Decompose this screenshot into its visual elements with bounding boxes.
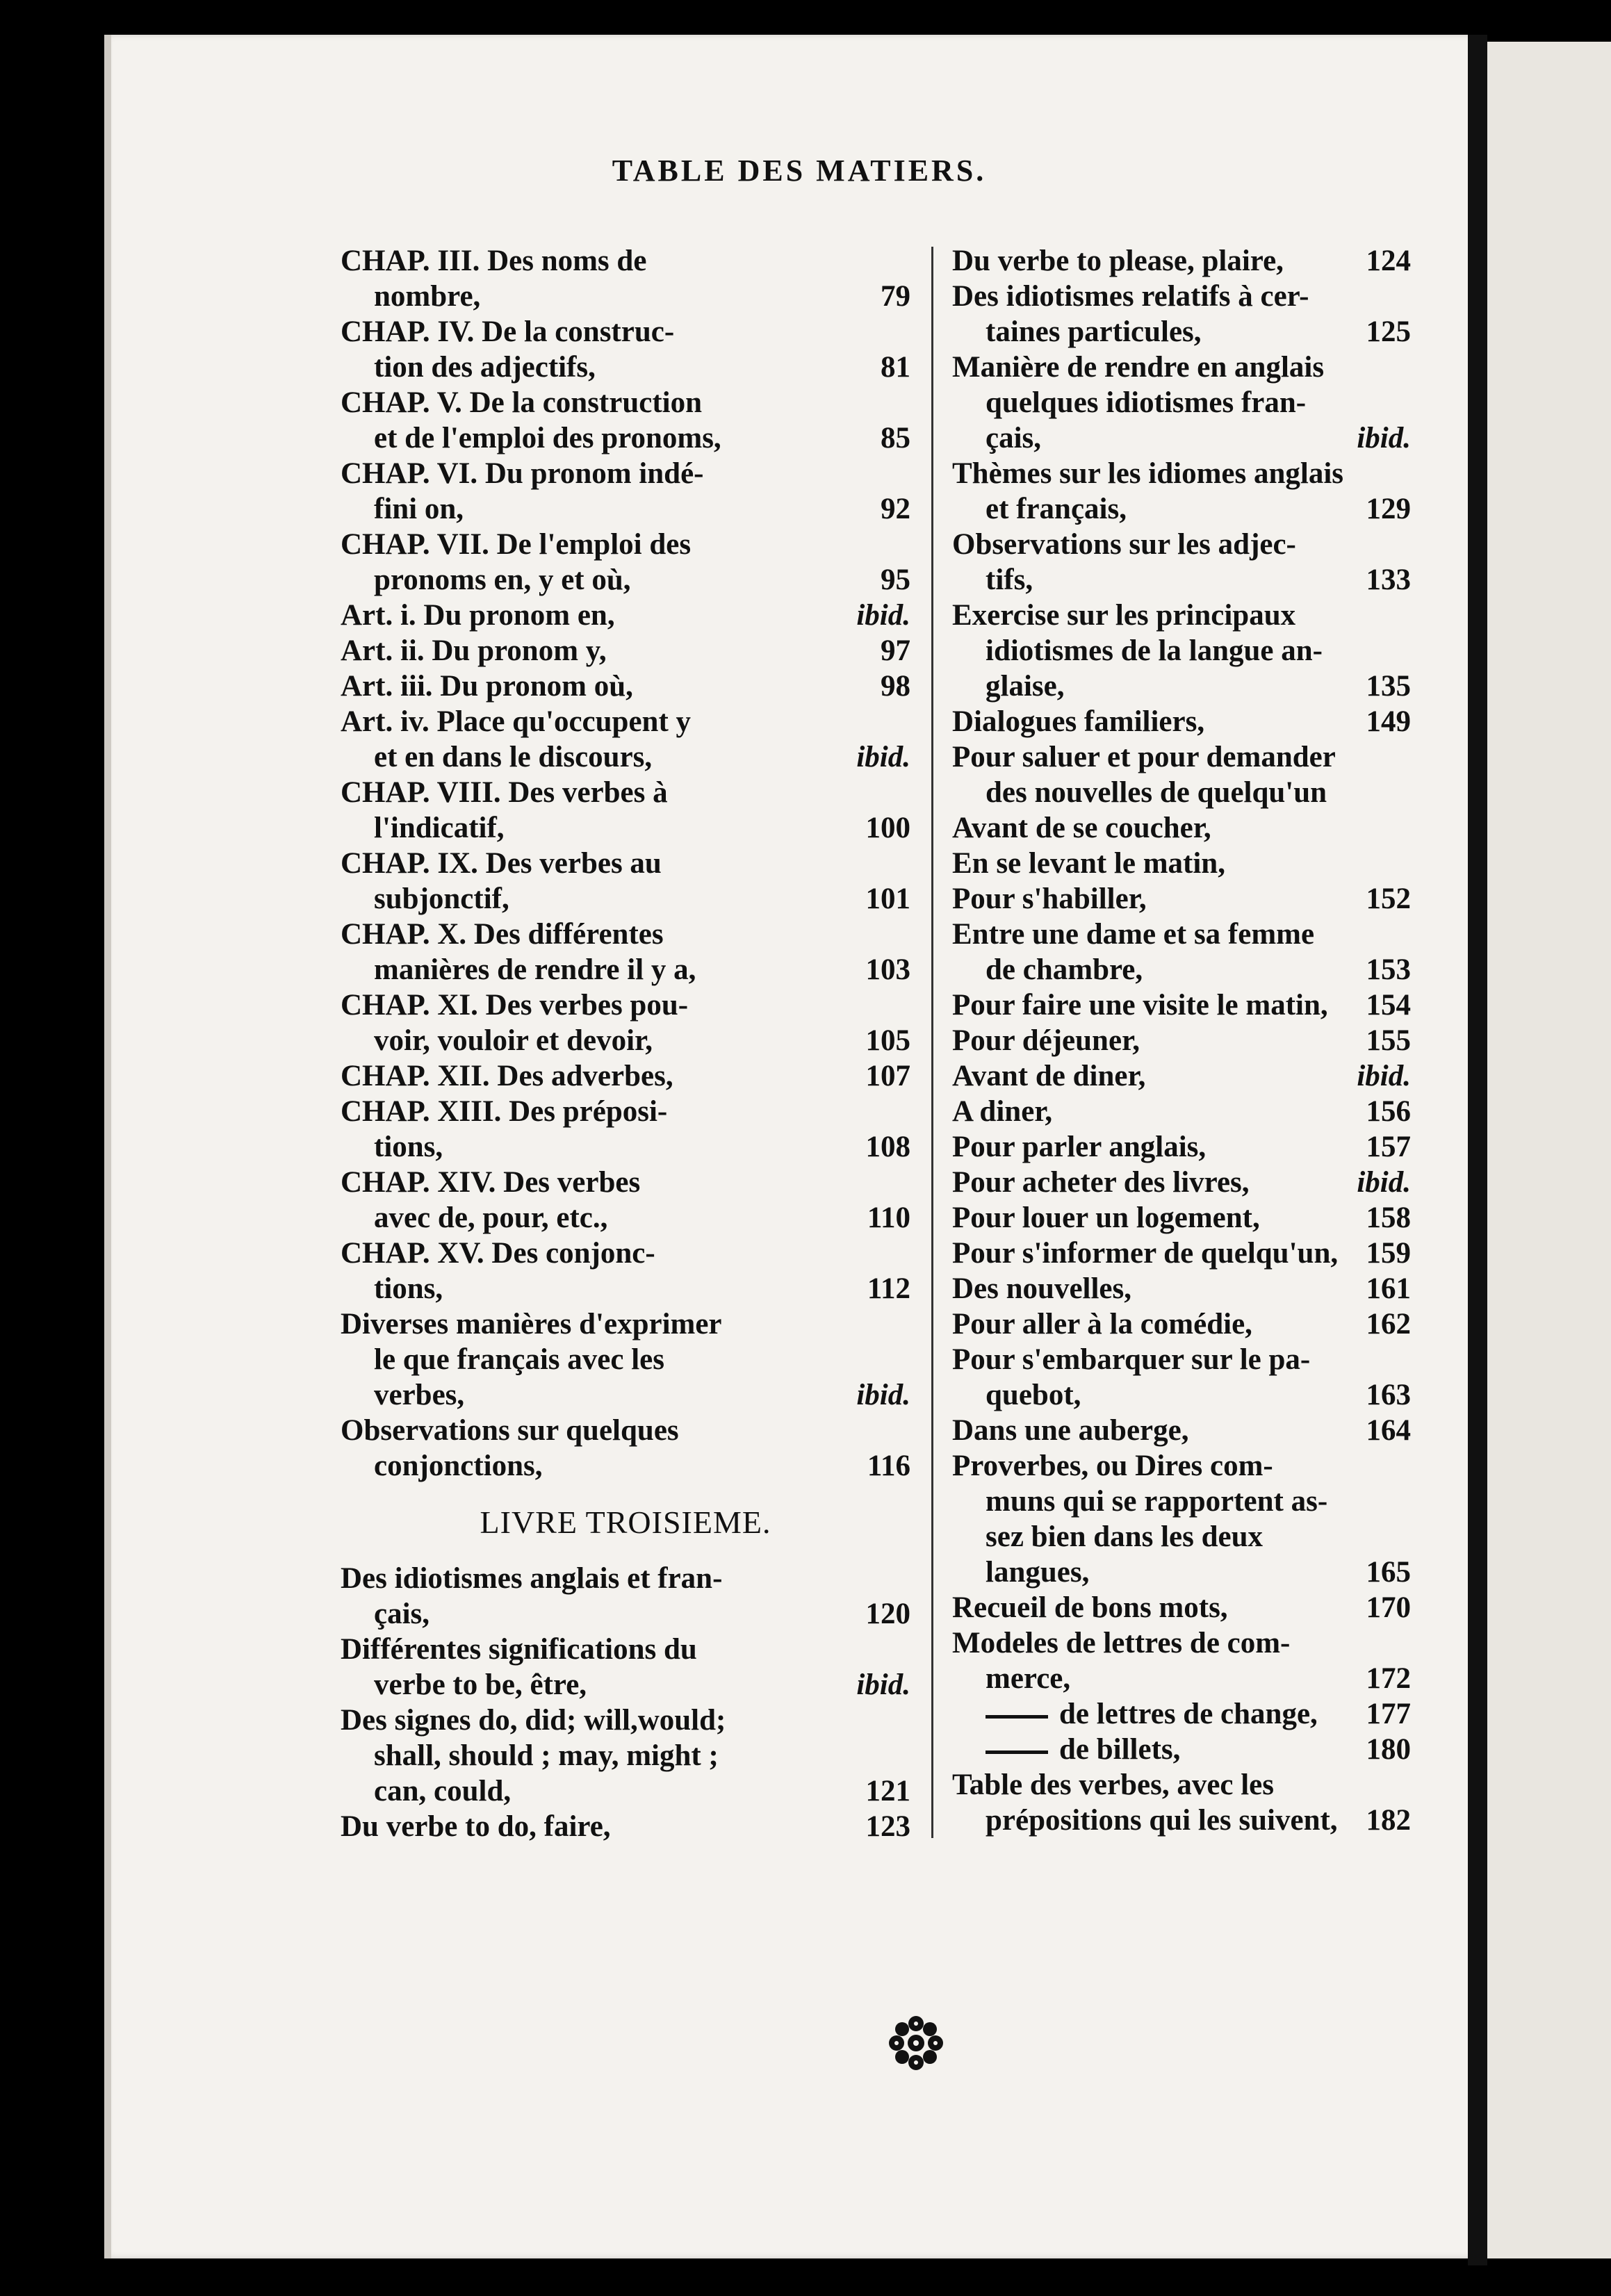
toc-entry-text: Art. iii. Du pronom où,: [341, 670, 633, 703]
page-number: 162: [1366, 1308, 1411, 1340]
toc-entry-line: [341, 1165, 910, 1200]
toc-entry-line: [952, 1625, 1411, 1661]
toc-entry-text: Pour s'informer de quelqu'un,: [952, 1237, 1339, 1270]
page-number: ibid.: [856, 741, 910, 773]
toc-entry-line: [341, 669, 910, 704]
toc-entry-text: CHAP. XIV. Des verbes: [341, 1166, 641, 1199]
toc-entry-text: muns qui se rapportent as-: [986, 1485, 1328, 1518]
page-number: 121: [865, 1775, 910, 1807]
toc-entry-line: [952, 1413, 1411, 1448]
toc-entry: [952, 987, 1411, 1023]
toc-entry-line: [952, 1236, 1411, 1271]
toc-entry-text: prépositions qui les suivent,: [986, 1804, 1338, 1837]
toc-entry-line: [952, 598, 1411, 633]
toc-entry-line: [341, 1023, 910, 1058]
page-number: 107: [865, 1060, 910, 1092]
toc-entry: [341, 1236, 910, 1306]
toc-entry-line: [952, 987, 1411, 1023]
toc-entry-line: [952, 739, 1411, 775]
running-head: TABLE DES MATIERS.: [612, 154, 987, 188]
toc-entry-text: langues,: [986, 1556, 1090, 1589]
page-number: 124: [1366, 245, 1411, 277]
page-number: 154: [1366, 989, 1411, 1022]
page-number: 112: [867, 1272, 910, 1305]
page-number: 98: [881, 670, 910, 703]
toc-entry-text: et en dans le discours,: [374, 741, 653, 773]
toc-entry-line: [341, 1561, 910, 1596]
toc-entry-line: [341, 1596, 910, 1632]
toc-entry: [341, 669, 910, 704]
toc-entry-text: Modeles de lettres de com-: [952, 1627, 1291, 1659]
toc-entry-line: [341, 1809, 910, 1844]
toc-entry-line: [952, 243, 1411, 279]
toc-entry-text: Dans une auberge,: [952, 1414, 1189, 1447]
toc-entry-text: Des idiotismes anglais et fran-: [341, 1562, 723, 1595]
toc-entry: [341, 456, 910, 527]
toc-entry: [952, 1413, 1411, 1448]
page-number: ibid.: [1357, 1166, 1411, 1199]
toc-entry-text: CHAP. V. De la construction: [341, 386, 703, 419]
toc-entry-text: Exercise sur les principaux: [952, 599, 1296, 632]
page-number: 129: [1366, 493, 1411, 525]
page-number: 149: [1366, 705, 1411, 738]
toc-entry-text: Pour saluer et pour demander: [952, 741, 1336, 773]
page-number: ibid.: [1357, 422, 1411, 454]
page-number: 85: [881, 422, 910, 454]
toc-entry-text: verbes,: [374, 1379, 465, 1411]
page-number: 135: [1366, 670, 1411, 703]
toc-entry-line: [952, 1590, 1411, 1625]
toc-entry-line: [952, 562, 1411, 598]
toc-entry-text: shall, should ; may, might ;: [374, 1739, 719, 1772]
floral-ornament-icon: [881, 2008, 951, 2078]
toc-entry: [341, 846, 910, 917]
toc-entry-line: [952, 1767, 1411, 1803]
toc-entry-text: avec de, pour, etc.,: [374, 1202, 608, 1234]
toc-entry-text: Avant de diner,: [952, 1060, 1146, 1092]
page-number: 133: [1366, 564, 1411, 596]
toc-entry-line: [952, 1377, 1411, 1413]
toc-entry: [952, 1625, 1411, 1696]
toc-entry-line: [952, 385, 1411, 420]
toc-entry-text: Manière de rendre en anglais: [952, 351, 1325, 384]
toc-entry-line: [952, 1484, 1411, 1519]
toc-entry: [952, 1058, 1411, 1094]
page-number: 177: [1366, 1698, 1411, 1730]
toc-entry-text: et français,: [986, 493, 1127, 525]
page-number: ibid.: [856, 1668, 910, 1701]
toc-entry-text: CHAP. XV. Des conjonc-: [341, 1237, 655, 1270]
toc-entry-line: [952, 633, 1411, 669]
toc-entry-line: [952, 1023, 1411, 1058]
toc-entry-text: de lettres de change,: [1059, 1698, 1318, 1730]
toc-entry-text: des nouvelles de quelqu'un: [986, 776, 1327, 809]
toc-entry-line: [341, 562, 910, 598]
page-number: ibid.: [856, 599, 910, 632]
toc-entry-text: Pour parler anglais,: [952, 1131, 1207, 1163]
toc-entry-line: [341, 527, 910, 562]
toc-entry-text: tions,: [374, 1272, 443, 1305]
toc-entry-text: et de l'emploi des pronoms,: [374, 422, 721, 454]
toc-entry-text: CHAP. IV. De la construc-: [341, 315, 675, 348]
toc-entry-line: [952, 1732, 1411, 1767]
toc-entry-text: conjonctions,: [374, 1450, 543, 1482]
toc-entry-text: pronoms en, y et où,: [374, 564, 631, 596]
toc-entry-text: CHAP. XI. Des verbes pou-: [341, 989, 689, 1022]
page-number: 152: [1366, 883, 1411, 915]
toc-entry-line: [341, 279, 910, 314]
toc-entry-text: çais,: [374, 1598, 430, 1630]
toc-entry-line: [341, 846, 910, 881]
toc-entry-line: [341, 598, 910, 633]
toc-entry-line: [952, 775, 1411, 810]
toc-entry: [952, 598, 1411, 704]
toc-entry-text: taines particules,: [986, 315, 1202, 348]
toc-entry-line: [952, 881, 1411, 917]
toc-entry-text: CHAP. VI. Du pronom indé-: [341, 457, 704, 490]
toc-entry-text: quelques idiotismes fran-: [986, 386, 1307, 419]
toc-entry-line: [952, 1271, 1411, 1306]
ditto-dash: [986, 1715, 1048, 1719]
toc-entry: [952, 917, 1411, 987]
toc-entry-line: [341, 704, 910, 739]
toc-entry-text: Diverses manières d'exprimer: [341, 1308, 722, 1340]
toc-entry: [952, 279, 1411, 350]
page-number: 101: [865, 883, 910, 915]
toc-entry-text: Proverbes, ou Dires com-: [952, 1450, 1273, 1482]
toc-entry-text: le que français avec les: [374, 1343, 664, 1376]
toc-entry-text: glaise,: [986, 670, 1065, 703]
toc-entry-line: [952, 1165, 1411, 1200]
toc-entry-line: [952, 1200, 1411, 1236]
page-number: 81: [881, 351, 910, 384]
toc-entry-line: [952, 1696, 1411, 1732]
toc-entry-text: quebot,: [986, 1379, 1081, 1411]
toc-entry: [341, 243, 910, 314]
toc-entry-text: Du verbe to please, plaire,: [952, 245, 1284, 277]
toc-entry-text: de chambre,: [986, 953, 1143, 986]
toc-entry-line: [952, 279, 1411, 314]
page-number: 161: [1366, 1272, 1411, 1305]
toc-entry: [952, 846, 1411, 881]
toc-entry-text: CHAP. XIII. Des préposi-: [341, 1095, 668, 1128]
toc-entry-text: CHAP. III. Des noms de: [341, 245, 647, 277]
toc-entry: [952, 1732, 1411, 1767]
toc-entry-text: Observations sur quelques: [341, 1414, 679, 1447]
toc-entry-line: [952, 456, 1411, 491]
toc-entry-line: [952, 420, 1411, 456]
toc-entry: [341, 598, 910, 633]
toc-entry: [952, 1448, 1411, 1590]
toc-entry: [952, 1023, 1411, 1058]
toc-entry-text: Art. i. Du pronom en,: [341, 599, 615, 632]
toc-entry-line: [952, 1448, 1411, 1484]
toc-entry-text: Art. iv. Place qu'occupent y: [341, 705, 692, 738]
toc-entry-line: [952, 1555, 1411, 1590]
toc-entry-line: [952, 952, 1411, 987]
toc-entry-text: sez bien dans les deux: [986, 1520, 1264, 1553]
toc-entry: [952, 527, 1411, 598]
page-number: 110: [867, 1202, 910, 1234]
toc-entry-line: [341, 243, 910, 279]
toc-entry-line: [341, 917, 910, 952]
toc-entry-line: [341, 1058, 910, 1094]
toc-entry-line: [341, 739, 910, 775]
toc-entry-text: manières de rendre il y a,: [374, 953, 696, 986]
toc-entry-text: nombre,: [374, 280, 481, 313]
column-rule: [931, 247, 933, 1838]
toc-entry: [952, 1165, 1411, 1200]
toc-entry-text: CHAP. VIII. Des verbes à: [341, 776, 668, 809]
toc-entry-text: Pour louer un logement,: [952, 1202, 1260, 1234]
toc-entry-line: [341, 1377, 910, 1413]
toc-entry-text: Pour aller à la comédie,: [952, 1308, 1252, 1340]
toc-entry-line: [341, 1342, 910, 1377]
page-number: 180: [1366, 1733, 1411, 1766]
toc-entry-line: [341, 881, 910, 917]
toc-entry: [952, 350, 1411, 456]
toc-entry-line: [341, 1738, 910, 1773]
toc-entry-text: can, could,: [374, 1775, 512, 1807]
toc-entry-text: Thèmes sur les idiomes anglais: [952, 457, 1344, 490]
toc-entry-line: [952, 1306, 1411, 1342]
toc-entry-line: [341, 1200, 910, 1236]
page-number: 156: [1366, 1095, 1411, 1128]
toc-entry-text: de billets,: [1059, 1733, 1181, 1766]
toc-entry: [952, 1236, 1411, 1271]
page-number: 116: [867, 1450, 910, 1482]
toc-entry-line: [952, 314, 1411, 350]
toc-entry: [341, 1306, 910, 1413]
toc-entry-text: verbe to be, être,: [374, 1668, 587, 1701]
toc-entry-line: [952, 846, 1411, 881]
page-number: 105: [865, 1024, 910, 1057]
toc-entry-text: CHAP. VII. De l'emploi des: [341, 528, 692, 561]
page-number: 159: [1366, 1237, 1411, 1270]
toc-entry: [341, 1703, 910, 1809]
toc-entry-text: tion des adjectifs,: [374, 351, 596, 384]
toc-entry: [341, 917, 910, 987]
toc-entry-text: Art. ii. Du pronom y,: [341, 634, 607, 667]
section-title: LIVRE TROISIEME.: [480, 1504, 771, 1540]
toc-entry-line: [341, 633, 910, 669]
toc-entry-line: [341, 1413, 910, 1448]
toc-entry: [341, 704, 910, 775]
toc-entry-text: subjonctif,: [374, 883, 509, 915]
toc-entry: [341, 775, 910, 846]
toc-entry-line: [341, 385, 910, 420]
toc-entry: [341, 1094, 910, 1165]
page-number: 158: [1366, 1202, 1411, 1234]
toc-entry: [952, 1342, 1411, 1413]
toc-entry-text: CHAP. XII. Des adverbes,: [341, 1060, 673, 1092]
toc-entry-text: Pour s'embarquer sur le pa-: [952, 1343, 1311, 1376]
page-number: 182: [1366, 1804, 1411, 1837]
toc-entry-text: Différentes significations du: [341, 1633, 697, 1666]
page-number: 164: [1366, 1414, 1411, 1447]
toc-entry-line: [341, 491, 910, 527]
left-entries-continued: [341, 1561, 910, 1844]
page-gutter: [1468, 35, 1487, 2265]
page-number: 153: [1366, 953, 1411, 986]
toc-entry-text: En se levant le matin,: [952, 847, 1225, 880]
toc-entry: [952, 1590, 1411, 1625]
toc-entry-text: Observations sur les adjec-: [952, 528, 1296, 561]
toc-entry-line: [952, 1661, 1411, 1696]
toc-entry-line: [341, 1271, 910, 1306]
toc-entry-text: Table des verbes, avec les: [952, 1769, 1275, 1801]
page-number: 95: [881, 564, 910, 596]
toc-entry: [952, 739, 1411, 810]
toc-entry-text: Avant de se coucher,: [952, 812, 1211, 844]
toc-entry-text: Pour s'habiller,: [952, 883, 1147, 915]
toc-entry-text: fini on,: [374, 493, 464, 525]
toc-entry-line: [341, 1773, 910, 1809]
left-column: [341, 243, 910, 1844]
toc-entry: [952, 243, 1411, 279]
page-number: 79: [881, 280, 910, 313]
toc-entry-text: CHAP. X. Des différentes: [341, 918, 664, 951]
ditto-dash: [986, 1750, 1048, 1754]
toc-entry-text: Entre une dame et sa femme: [952, 918, 1315, 951]
toc-entry: [952, 881, 1411, 917]
toc-entry-text: tions,: [374, 1131, 443, 1163]
toc-entry: [341, 385, 910, 456]
toc-entry-text: l'indicatif,: [374, 812, 505, 844]
page-number: 103: [865, 953, 910, 986]
toc-entry: [341, 1165, 910, 1236]
toc-entry-line: [952, 1803, 1411, 1838]
toc-entry-line: [952, 350, 1411, 385]
toc-entry: [341, 1413, 910, 1484]
toc-entry: [341, 1809, 910, 1844]
toc-entry: [952, 1129, 1411, 1165]
toc-entry-line: [341, 1129, 910, 1165]
toc-entry-text: Pour déjeuner,: [952, 1024, 1140, 1057]
toc-entry-text: Des idiotismes relatifs à cer-: [952, 280, 1309, 313]
toc-entry: [952, 810, 1411, 846]
toc-entry: [952, 1767, 1411, 1838]
toc-entry-line: [952, 491, 1411, 527]
toc-entry: [341, 314, 910, 385]
toc-entry-line: [952, 810, 1411, 846]
toc-entry-text: Du verbe to do, faire,: [341, 1810, 611, 1843]
right-entries: [952, 243, 1411, 1838]
toc-entry: [341, 987, 910, 1058]
page-number: 92: [881, 493, 910, 525]
toc-entry-line: [952, 917, 1411, 952]
toc-entry-text: Pour acheter des livres,: [952, 1166, 1250, 1199]
page-number: 157: [1366, 1131, 1411, 1163]
toc-entry-line: [341, 1306, 910, 1342]
toc-entry-line: [952, 1094, 1411, 1129]
toc-entry: [952, 456, 1411, 527]
toc-entry: [341, 1632, 910, 1703]
facing-page-edge: [1487, 42, 1611, 2258]
toc-entry-line: [341, 1236, 910, 1271]
toc-entry: [952, 1271, 1411, 1306]
page-number: 155: [1366, 1024, 1411, 1057]
toc-entry-text: voir, vouloir et devoir,: [374, 1024, 653, 1057]
page-number: 123: [865, 1810, 910, 1843]
toc-entry-line: [952, 1058, 1411, 1094]
toc-entry-text: Dialogues familiers,: [952, 705, 1205, 738]
toc-entry-line: [341, 810, 910, 846]
toc-entry-line: [341, 350, 910, 385]
toc-entry: [952, 704, 1411, 739]
toc-entry-text: tifs,: [986, 564, 1033, 596]
toc-entry-line: [952, 527, 1411, 562]
book-page: [104, 35, 1487, 2258]
toc-entry-line: [952, 1342, 1411, 1377]
toc-entry-line: [341, 952, 910, 987]
toc-entry-text: A diner,: [952, 1095, 1053, 1128]
toc-entry: [341, 633, 910, 669]
page-number: 100: [865, 812, 910, 844]
toc-entry-line: [952, 704, 1411, 739]
toc-entry-line: [341, 314, 910, 350]
page-number: 108: [865, 1131, 910, 1163]
toc-entry-line: [341, 987, 910, 1023]
toc-entry-line: [341, 456, 910, 491]
page-number: ibid.: [1357, 1060, 1411, 1092]
page-number: 165: [1366, 1556, 1411, 1589]
page-number: 163: [1366, 1379, 1411, 1411]
toc-entry-line: [341, 1448, 910, 1484]
toc-entry-line: [952, 669, 1411, 704]
toc-entry: [341, 1561, 910, 1632]
toc-entry-line: [341, 420, 910, 456]
toc-entry-text: çais,: [986, 422, 1042, 454]
toc-entry-text: merce,: [986, 1662, 1071, 1695]
toc-entry-line: [952, 1519, 1411, 1555]
toc-entry-line: [341, 1667, 910, 1703]
page-number: 125: [1366, 315, 1411, 348]
toc-entry-text: CHAP. IX. Des verbes au: [341, 847, 662, 880]
toc-entry: [952, 1094, 1411, 1129]
page-number: ibid.: [856, 1379, 910, 1411]
toc-entry-text: Des nouvelles,: [952, 1272, 1131, 1305]
page-number: 97: [881, 634, 910, 667]
toc-entry-line: [952, 1129, 1411, 1165]
page-number: 170: [1366, 1591, 1411, 1624]
toc-entry-line: [341, 775, 910, 810]
toc-entry-text: Pour faire une visite le matin,: [952, 989, 1328, 1022]
toc-entry-line: [341, 1703, 910, 1738]
right-column: [952, 243, 1411, 1838]
toc-entry: [952, 1306, 1411, 1342]
toc-entry: [341, 1058, 910, 1094]
toc-entry: [952, 1696, 1411, 1732]
toc-entry-line: [341, 1632, 910, 1667]
toc-entry-text: idiotismes de la langue an-: [986, 634, 1323, 667]
page-number: 172: [1366, 1662, 1411, 1695]
toc-entry: [341, 527, 910, 598]
left-entries: [341, 243, 910, 1484]
page-number: 120: [865, 1598, 910, 1630]
toc-entry-text: Recueil de bons mots,: [952, 1591, 1228, 1624]
toc-entry-line: [341, 1094, 910, 1129]
toc-entry: [952, 1200, 1411, 1236]
toc-entry-text: Des signes do, did; will,would;: [341, 1704, 726, 1737]
